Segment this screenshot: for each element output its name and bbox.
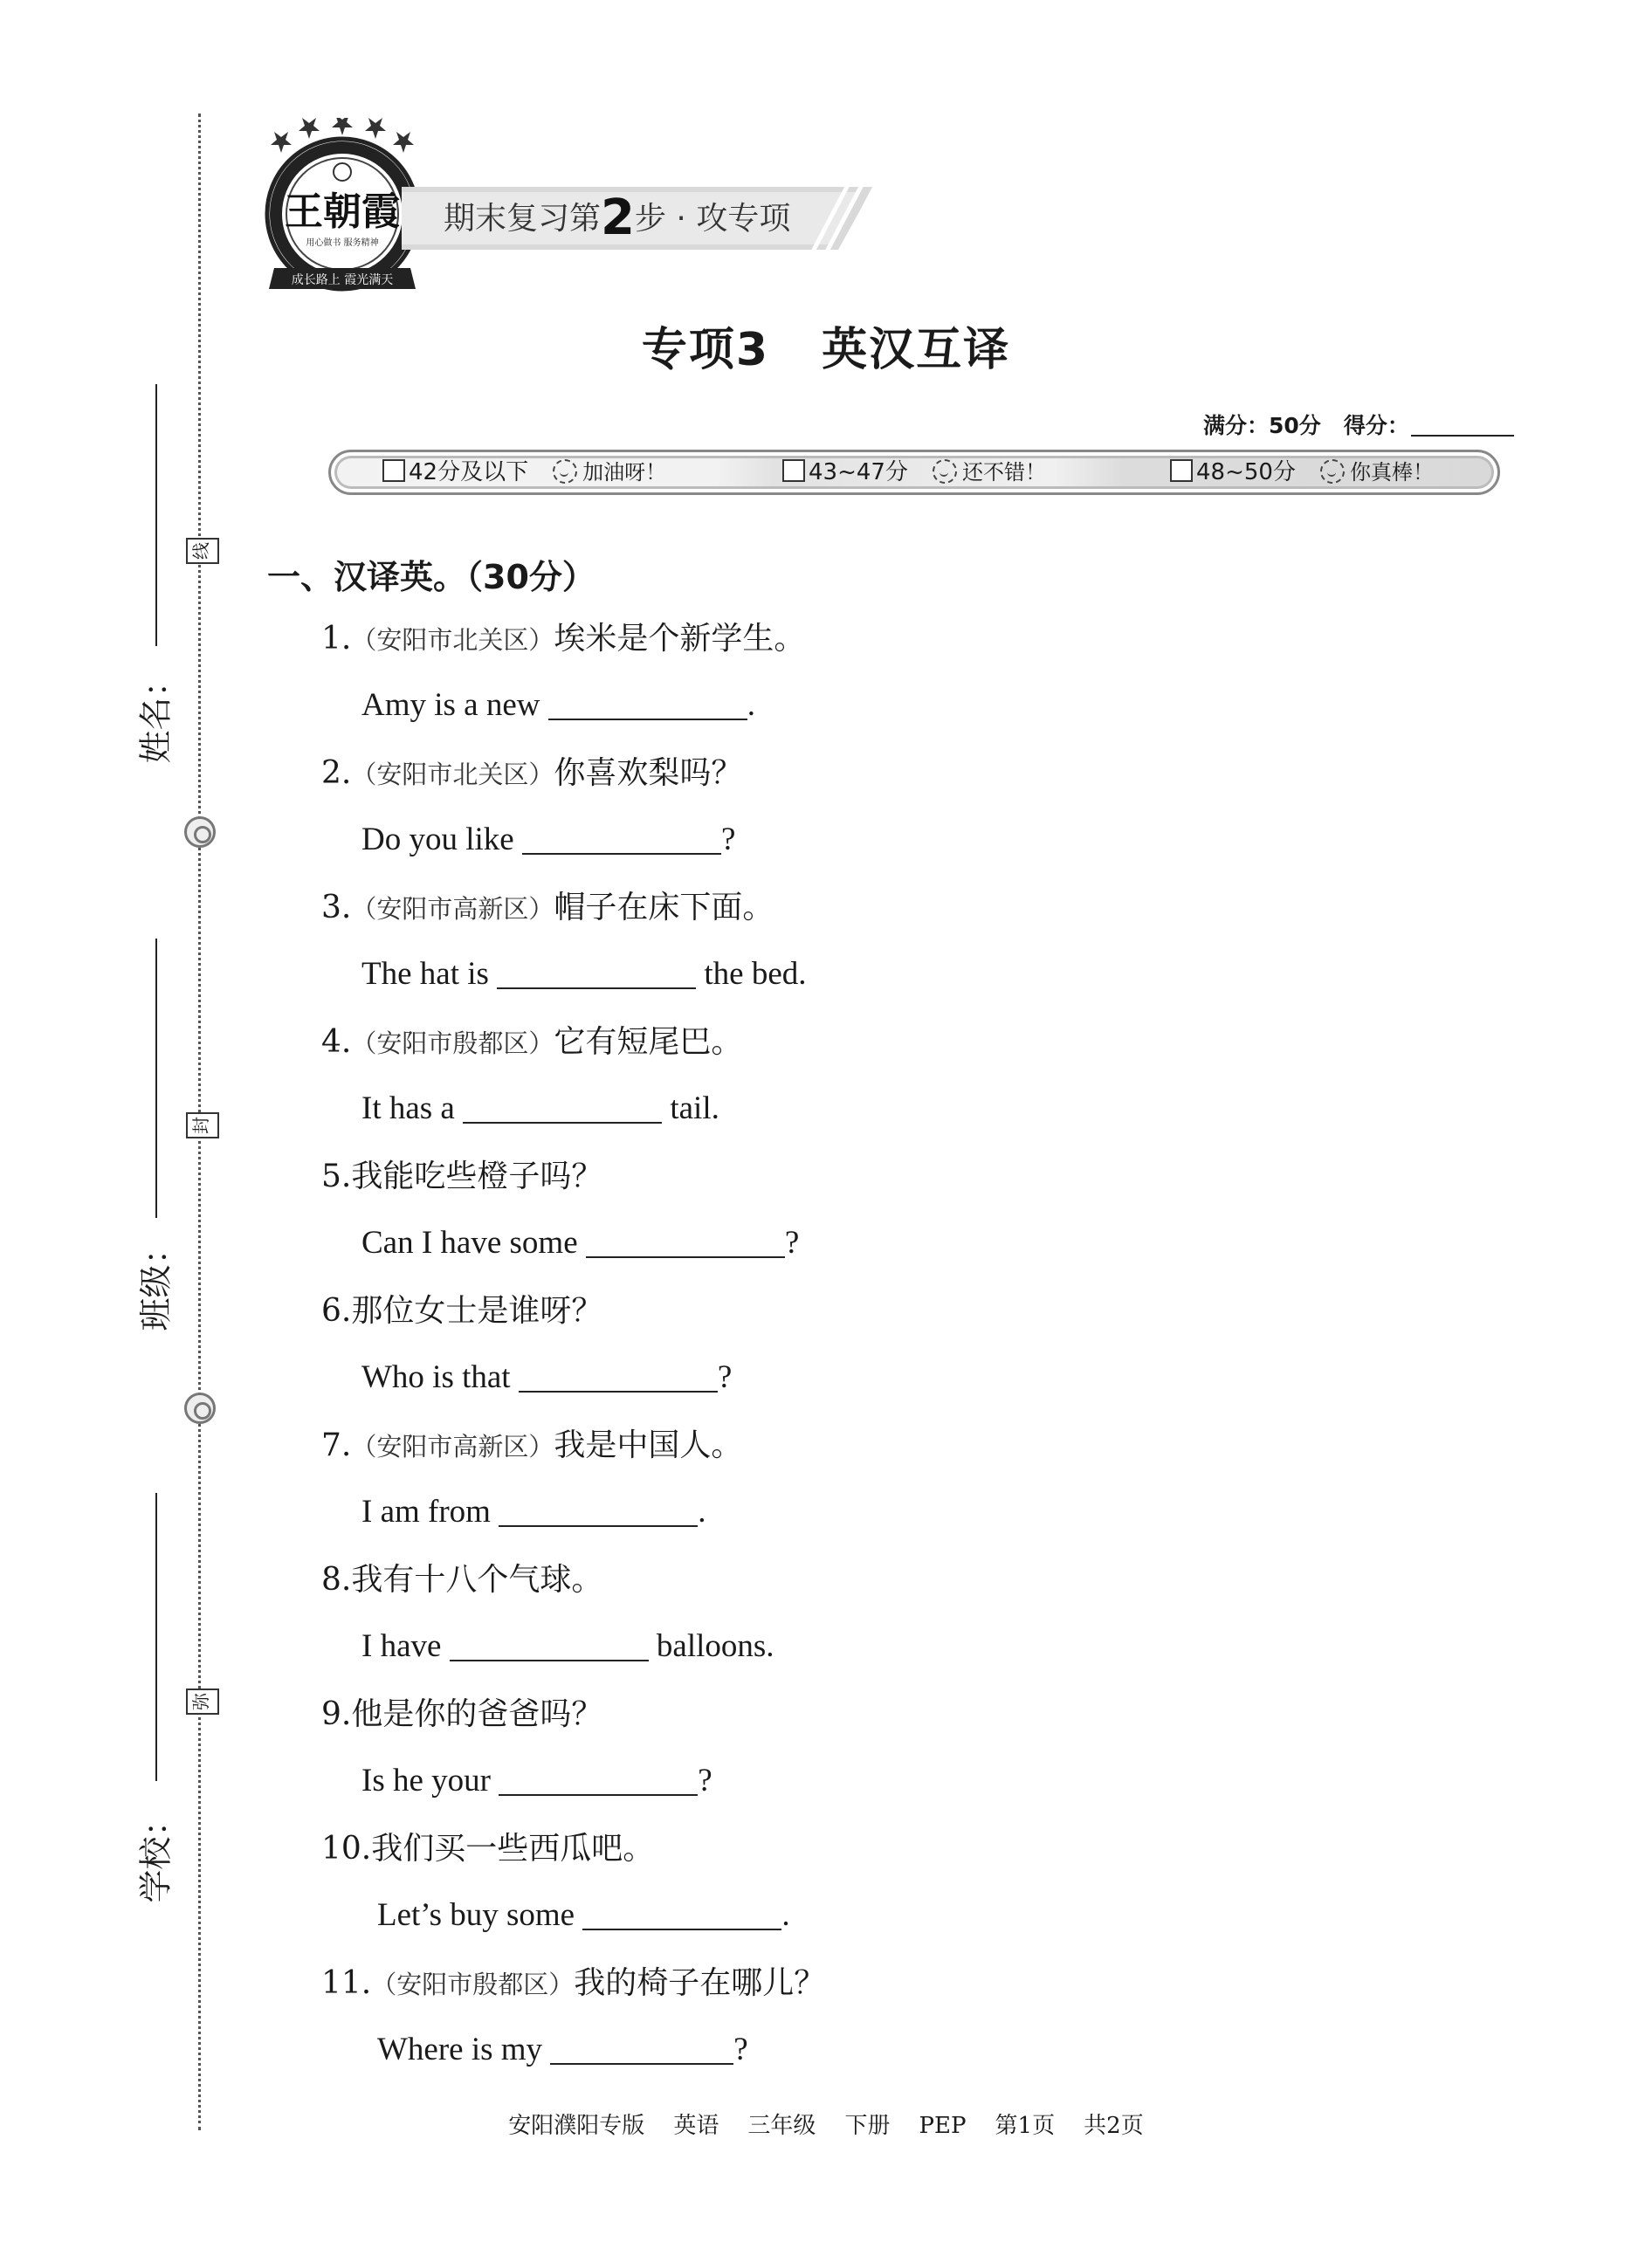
school-field-line[interactable] — [155, 1493, 157, 1781]
question-prompt: 8.我有十八个气球。 — [321, 1562, 603, 1598]
answer-blank[interactable] — [582, 1895, 781, 1930]
smiley-icon — [1320, 459, 1345, 484]
logo-slogan: 用心做书 服务精神 — [306, 238, 379, 248]
question-prompt: 3.（安阳市高新区）帽子在床下面。 — [321, 890, 774, 925]
question-prompt: 1.（安阳市北关区）埃米是个新学生。 — [321, 621, 806, 657]
name-field-label: 姓名： — [136, 664, 176, 764]
answer-line: Where is my ? — [377, 2032, 748, 2067]
answer-line: The hat is the bed. — [361, 956, 807, 992]
answer-blank[interactable] — [463, 1089, 662, 1124]
rating-option[interactable]: 48~50分 你真棒！ — [1170, 455, 1434, 490]
topic-name: 英汉互译 — [822, 324, 1011, 376]
rating-checkbox[interactable] — [1170, 459, 1193, 482]
banner-title: 期末复习第2步 · 攻专项 — [444, 189, 791, 246]
answer-line: Who is that ? — [361, 1359, 733, 1395]
answer-line: I have balloons. — [361, 1628, 774, 1664]
school-field-label: 学校： — [136, 1803, 176, 1903]
answer-line: Can I have some ? — [361, 1225, 800, 1261]
rating-checkbox[interactable] — [382, 459, 405, 482]
smiley-icon — [933, 459, 957, 484]
answer-blank[interactable] — [450, 1627, 649, 1661]
score-line — [1203, 409, 1514, 440]
name-field-line[interactable] — [155, 384, 157, 646]
rating-checkbox[interactable] — [782, 459, 805, 482]
answer-blank[interactable] — [522, 820, 721, 855]
question-prompt: 2.（安阳市北关区）你喜欢梨吗？ — [321, 755, 743, 791]
logo-wordmark: 王朝霞 — [285, 189, 400, 234]
page-footer: 安阳濮阳专版 英语 三年级 下册 PEP 第1页 共2页 — [508, 2113, 1144, 2139]
score-blank[interactable] — [1411, 435, 1514, 437]
question-prompt: 6.那位女士是谁呀？ — [321, 1293, 603, 1329]
rating-option[interactable]: 42分及以下 加油呀！ — [382, 455, 666, 490]
answer-blank[interactable] — [499, 1492, 698, 1527]
question-prompt: 5.我能吃些橙子吗？ — [321, 1159, 603, 1194]
question-prompt: 10.我们买一些西瓜吧。 — [321, 1831, 655, 1867]
section-title: 一、汉译英。（30分） — [267, 558, 595, 596]
binding-knot-icon — [184, 1393, 216, 1424]
question-prompt: 9.他是你的爸爸吗？ — [321, 1696, 603, 1732]
question-prompt: 7.（安阳市高新区）我是中国人。 — [321, 1427, 743, 1463]
got-score-label: 得分： — [1343, 413, 1409, 438]
question-prompt: 11.（安阳市殷都区）我的椅子在哪儿？ — [321, 1965, 826, 2001]
answer-blank[interactable] — [548, 685, 747, 720]
class-field-label: 班级： — [136, 1231, 176, 1331]
answer-blank[interactable] — [586, 1223, 785, 1258]
smiley-icon — [553, 459, 577, 484]
topic-number: 专项3 — [641, 324, 770, 376]
full-score-label: 满分：50分 — [1203, 413, 1321, 438]
class-field-line[interactable] — [155, 939, 157, 1218]
answer-line: Let’s buy some . — [377, 1897, 790, 1933]
seal-close-char: 弥 — [186, 1688, 219, 1715]
answer-line: Do you like ? — [361, 822, 736, 857]
binding-knot-icon — [184, 816, 216, 848]
answer-line: Is he your ? — [361, 1763, 712, 1799]
answer-blank[interactable] — [550, 2030, 733, 2065]
seal-line-char: 线 — [186, 538, 219, 564]
logo-ribbon-text: 成长路上 霞光满天 — [291, 273, 394, 287]
answer-blank[interactable] — [519, 1358, 718, 1393]
answer-line: I am from . — [361, 1494, 706, 1530]
rating-option[interactable]: 43~47分 还不错！ — [782, 455, 1046, 490]
answer-line: It has a tail. — [361, 1090, 719, 1126]
question-prompt: 4.（安阳市殷都区）它有短尾巴。 — [321, 1024, 743, 1060]
answer-line: Amy is a new . — [361, 687, 755, 723]
seal-seal-char: 封 — [186, 1112, 219, 1138]
page-title — [0, 313, 1652, 378]
answer-blank[interactable] — [499, 1761, 698, 1796]
answer-blank[interactable] — [497, 954, 696, 989]
